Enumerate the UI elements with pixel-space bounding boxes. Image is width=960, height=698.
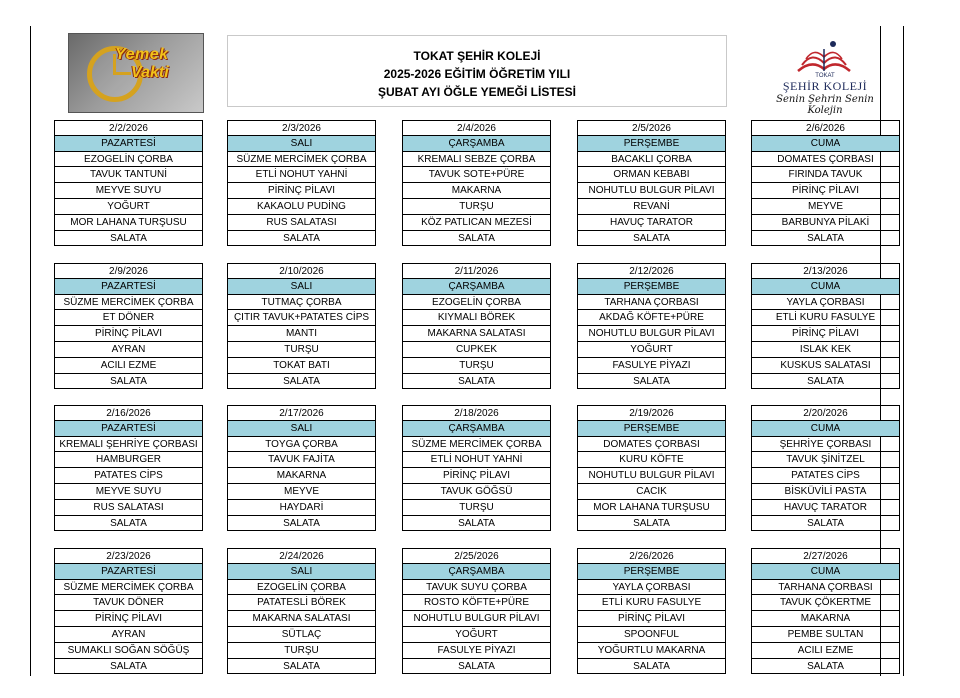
day-column bbox=[751, 263, 900, 389]
menu-item-cell: MEYVE bbox=[228, 484, 375, 500]
menu-item-cell: SPOONFUL bbox=[578, 627, 725, 643]
menu-item-cell: ORMAN KEBABI bbox=[578, 167, 725, 183]
menu-item-cell: MOR LAHANA TURŞUSU bbox=[578, 500, 725, 516]
menu-item-cell: SALATA bbox=[55, 374, 202, 390]
day-column bbox=[402, 263, 551, 389]
menu-item-cell: PİRİNÇ PİLAVI bbox=[752, 326, 899, 342]
date-cell: 2/27/2026 bbox=[752, 548, 899, 564]
menu-item-cell: CUPKEK bbox=[403, 342, 550, 358]
menu-item-cell: TOYGA ÇORBA bbox=[228, 437, 375, 453]
menu-item-cell: HAMBURGER bbox=[55, 452, 202, 468]
day-column bbox=[54, 263, 203, 389]
menu-item-cell: TOKAT BATI bbox=[228, 358, 375, 374]
menu-item-cell: MEYVE bbox=[752, 199, 899, 215]
clock-hand-icon bbox=[113, 72, 131, 75]
academic-year: 2025-2026 EĞİTİM ÖĞRETİM YILI bbox=[383, 67, 571, 81]
menu-item-cell: ACILI EZME bbox=[55, 358, 202, 374]
date-cell: 2/25/2026 bbox=[403, 548, 550, 564]
menu-item-cell: SALATA bbox=[228, 659, 375, 675]
day-column bbox=[54, 405, 203, 531]
menu-item-cell: KAKAOLU PUDİNG bbox=[228, 199, 375, 215]
logo-city: TOKAT bbox=[815, 73, 835, 79]
menu-item-cell: HAYDARİ bbox=[228, 500, 375, 516]
menu-item-cell: TURŞU bbox=[403, 199, 550, 215]
menu-item-cell: FASULYE PİYAZI bbox=[403, 643, 550, 659]
menu-item-cell: SÜZME MERCİMEK ÇORBA bbox=[403, 437, 550, 453]
menu-item-cell: MANTI bbox=[228, 326, 375, 342]
day-name-cell: PAZARTESİ bbox=[55, 421, 202, 437]
menu-item-cell: PATATES CİPS bbox=[752, 468, 899, 484]
logo-motto: Senin Şehrin Senin Kolejin bbox=[776, 94, 874, 116]
day-name-cell: CUMA bbox=[752, 564, 899, 580]
day-name-cell: CUMA bbox=[752, 136, 899, 152]
menu-item-cell: KÖZ PATLICAN MEZESİ bbox=[403, 215, 550, 231]
menu-item-cell: TARHANA ÇORBASI bbox=[752, 580, 899, 596]
menu-item-cell: SALATA bbox=[578, 231, 725, 247]
menu-item-cell: ISLAK KEK bbox=[752, 342, 899, 358]
menu-item-cell: EZOGELİN ÇORBA bbox=[55, 152, 202, 168]
date-cell: 2/17/2026 bbox=[228, 405, 375, 421]
menu-item-cell: PİRİNÇ PİLAVI bbox=[752, 183, 899, 199]
menu-item-cell: YOĞURT bbox=[55, 199, 202, 215]
menu-item-cell: MEYVE SUYU bbox=[55, 484, 202, 500]
menu-item-cell: PİRİNÇ PİLAVI bbox=[403, 468, 550, 484]
menu-item-cell: DOMATES ÇORBASI bbox=[578, 437, 725, 453]
menu-item-cell: BARBUNYA PİLAKİ bbox=[752, 215, 899, 231]
menu-item-cell: TARHANA ÇORBASI bbox=[578, 295, 725, 311]
menu-item-cell: SALATA bbox=[403, 374, 550, 390]
menu-item-cell: FASULYE PİYAZI bbox=[578, 358, 725, 374]
menu-item-cell: MAKARNA bbox=[228, 468, 375, 484]
menu-item-cell: ROSTO KÖFTE+PÜRE bbox=[403, 595, 550, 611]
day-name-cell: PERŞEMBE bbox=[578, 564, 725, 580]
menu-item-cell: ŞEHRİYE ÇORBASI bbox=[752, 437, 899, 453]
date-cell: 2/23/2026 bbox=[55, 548, 202, 564]
menu-item-cell: TURŞU bbox=[228, 342, 375, 358]
date-cell: 2/6/2026 bbox=[752, 120, 899, 136]
menu-item-cell: MAKARNA SALATASI bbox=[228, 611, 375, 627]
menu-item-cell: ET DÖNER bbox=[55, 310, 202, 326]
menu-item-cell: BACAKLI ÇORBA bbox=[578, 152, 725, 168]
day-name-cell: ÇARŞAMBA bbox=[403, 421, 550, 437]
date-cell: 2/13/2026 bbox=[752, 263, 899, 279]
menu-item-cell: ETLİ NOHUT YAHNİ bbox=[228, 167, 375, 183]
menu-item-cell: TURŞU bbox=[228, 643, 375, 659]
menu-item-cell: KURU KÖFTE bbox=[578, 452, 725, 468]
day-column bbox=[751, 405, 900, 531]
menu-item-cell: PİRİNÇ PİLAVI bbox=[55, 611, 202, 627]
day-column bbox=[227, 120, 376, 246]
day-name-cell: PERŞEMBE bbox=[578, 421, 725, 437]
menu-item-cell: SÜTLAÇ bbox=[228, 627, 375, 643]
menu-item-cell: EZOGELİN ÇORBA bbox=[228, 580, 375, 596]
menu-item-cell: KUSKUS SALATASI bbox=[752, 358, 899, 374]
day-name-cell: SALI bbox=[228, 421, 375, 437]
day-column bbox=[402, 548, 551, 674]
date-cell: 2/20/2026 bbox=[752, 405, 899, 421]
menu-item-cell: SALATA bbox=[55, 516, 202, 532]
day-column bbox=[402, 120, 551, 246]
menu-item-cell: SALATA bbox=[403, 231, 550, 247]
day-column bbox=[227, 263, 376, 389]
menu-item-cell: YAYLA ÇORBASI bbox=[752, 295, 899, 311]
menu-item-cell: TAVUK ÇÖKERTME bbox=[752, 595, 899, 611]
menu-item-cell: AYRAN bbox=[55, 342, 202, 358]
date-cell: 2/9/2026 bbox=[55, 263, 202, 279]
menu-item-cell: YAYLA ÇORBASI bbox=[578, 580, 725, 596]
day-name-cell: SALI bbox=[228, 564, 375, 580]
day-column bbox=[577, 120, 726, 246]
date-cell: 2/19/2026 bbox=[578, 405, 725, 421]
menu-item-cell: PATATES CİPS bbox=[55, 468, 202, 484]
menu-item-cell: SÜZME MERCİMEK ÇORBA bbox=[55, 580, 202, 596]
menu-item-cell: SALATA bbox=[403, 659, 550, 675]
menu-item-cell: CACIK bbox=[578, 484, 725, 500]
menu-item-cell: NOHUTLU BULGUR PİLAVI bbox=[578, 183, 725, 199]
menu-item-cell: MOR LAHANA TURŞUSU bbox=[55, 215, 202, 231]
day-name-cell: CUMA bbox=[752, 421, 899, 437]
day-name-cell: SALI bbox=[228, 136, 375, 152]
day-name-cell: ÇARŞAMBA bbox=[403, 279, 550, 295]
day-name-cell: PERŞEMBE bbox=[578, 279, 725, 295]
menu-item-cell: SALATA bbox=[228, 516, 375, 532]
date-cell: 2/24/2026 bbox=[228, 548, 375, 564]
menu-item-cell: TAVUK DÖNER bbox=[55, 595, 202, 611]
school-logo bbox=[770, 33, 880, 116]
menu-item-cell: MEYVE SUYU bbox=[55, 183, 202, 199]
menu-item-cell: SALATA bbox=[228, 231, 375, 247]
day-column bbox=[54, 120, 203, 246]
menu-item-cell: PİRİNÇ PİLAVI bbox=[578, 611, 725, 627]
day-column bbox=[577, 263, 726, 389]
menu-item-cell: PİRİNÇ PİLAVI bbox=[55, 326, 202, 342]
day-name-cell: PAZARTESİ bbox=[55, 564, 202, 580]
menu-item-cell: ETLİ KURU FASULYE bbox=[752, 310, 899, 326]
menu-item-cell: SALATA bbox=[55, 231, 202, 247]
menu-item-cell: YOĞURT bbox=[403, 627, 550, 643]
day-name-cell: PAZARTESİ bbox=[55, 279, 202, 295]
menu-item-cell: SALATA bbox=[752, 659, 899, 675]
menu-item-cell: MAKARNA SALATASI bbox=[403, 326, 550, 342]
menu-item-cell: ETLİ KURU FASULYE bbox=[578, 595, 725, 611]
menu-item-cell: SÜZME MERCİMEK ÇORBA bbox=[55, 295, 202, 311]
date-cell: 2/3/2026 bbox=[228, 120, 375, 136]
date-cell: 2/2/2026 bbox=[55, 120, 202, 136]
menu-item-cell: TAVUK SOTE+PÜRE bbox=[403, 167, 550, 183]
menu-title: ŞUBAT AYI ÖĞLE YEMEĞİ LİSTESİ bbox=[377, 85, 577, 99]
menu-item-cell: SALATA bbox=[752, 516, 899, 532]
date-cell: 2/4/2026 bbox=[403, 120, 550, 136]
menu-item-cell: DOMATES ÇORBASI bbox=[752, 152, 899, 168]
day-column bbox=[751, 548, 900, 674]
menu-item-cell: RUS SALATASI bbox=[228, 215, 375, 231]
menu-item-cell: SALATA bbox=[752, 374, 899, 390]
menu-item-cell: FIRINDA TAVUK bbox=[752, 167, 899, 183]
school-name: TOKAT ŞEHİR KOLEJİ bbox=[413, 49, 541, 63]
title-box bbox=[227, 35, 727, 107]
menu-item-cell: TAVUK SUYU ÇORBA bbox=[403, 580, 550, 596]
menu-item-cell: HAVUÇ TARATOR bbox=[578, 215, 725, 231]
open-book-icon bbox=[792, 37, 856, 77]
menu-item-cell: ACILI EZME bbox=[752, 643, 899, 659]
menu-item-cell: TUTMAÇ ÇORBA bbox=[228, 295, 375, 311]
logo-word-2: Vakti bbox=[131, 64, 169, 81]
day-name-cell: PERŞEMBE bbox=[578, 136, 725, 152]
menu-item-cell: SÜZME MERCİMEK ÇORBA bbox=[228, 152, 375, 168]
menu-item-cell: SUMAKLI SOĞAN SÖĞÜŞ bbox=[55, 643, 202, 659]
menu-item-cell: MAKARNA bbox=[403, 183, 550, 199]
menu-item-cell: SALATA bbox=[55, 659, 202, 675]
date-cell: 2/11/2026 bbox=[403, 263, 550, 279]
menu-item-cell: MAKARNA bbox=[752, 611, 899, 627]
menu-item-cell: TAVUK GÖĞSÜ bbox=[403, 484, 550, 500]
menu-item-cell: ÇITIR TAVUK+PATATES CİPS bbox=[228, 310, 375, 326]
date-cell: 2/26/2026 bbox=[578, 548, 725, 564]
menu-item-cell: TURŞU bbox=[403, 500, 550, 516]
menu-item-cell: PİRİNÇ PİLAVI bbox=[228, 183, 375, 199]
menu-item-cell: PEMBE SULTAN bbox=[752, 627, 899, 643]
logo-school-name: ŞEHİR KOLEJİ bbox=[782, 79, 868, 93]
yemek-vakti-logo bbox=[68, 33, 204, 113]
day-column bbox=[577, 405, 726, 531]
day-column bbox=[227, 548, 376, 674]
menu-item-cell: PATATESLİ BÖREK bbox=[228, 595, 375, 611]
menu-item-cell: SALATA bbox=[578, 659, 725, 675]
menu-item-cell: TURŞU bbox=[403, 358, 550, 374]
day-name-cell: SALI bbox=[228, 279, 375, 295]
menu-item-cell: RUS SALATASI bbox=[55, 500, 202, 516]
menu-item-cell: SALATA bbox=[578, 516, 725, 532]
menu-item-cell: NOHUTLU BULGUR PİLAVI bbox=[403, 611, 550, 627]
menu-item-cell: TAVUK FAJİTA bbox=[228, 452, 375, 468]
menu-item-cell: AKDAĞ KÖFTE+PÜRE bbox=[578, 310, 725, 326]
date-cell: 2/10/2026 bbox=[228, 263, 375, 279]
menu-item-cell: SALATA bbox=[752, 231, 899, 247]
day-column bbox=[227, 405, 376, 531]
day-column bbox=[577, 548, 726, 674]
day-name-cell: ÇARŞAMBA bbox=[403, 136, 550, 152]
menu-item-cell: ETLİ NOHUT YAHNİ bbox=[403, 452, 550, 468]
menu-item-cell: YOĞURTLU MAKARNA bbox=[578, 643, 725, 659]
date-cell: 2/12/2026 bbox=[578, 263, 725, 279]
menu-item-cell: KIYMALI BÖREK bbox=[403, 310, 550, 326]
day-name-cell: CUMA bbox=[752, 279, 899, 295]
menu-item-cell: NOHUTLU BULGUR PİLAVI bbox=[578, 468, 725, 484]
menu-item-cell: TAVUK ŞİNİTZEL bbox=[752, 452, 899, 468]
menu-item-cell: HAVUÇ TARATOR bbox=[752, 500, 899, 516]
day-name-cell: ÇARŞAMBA bbox=[403, 564, 550, 580]
date-cell: 2/16/2026 bbox=[55, 405, 202, 421]
date-cell: 2/5/2026 bbox=[578, 120, 725, 136]
day-column bbox=[751, 120, 900, 246]
menu-item-cell: SALATA bbox=[578, 374, 725, 390]
menu-item-cell: NOHUTLU BULGUR PİLAVI bbox=[578, 326, 725, 342]
menu-item-cell: BİSKÜVİLİ PASTA bbox=[752, 484, 899, 500]
menu-item-cell: AYRAN bbox=[55, 627, 202, 643]
day-column bbox=[402, 405, 551, 531]
menu-item-cell: SALATA bbox=[403, 516, 550, 532]
menu-item-cell: KREMALI SEBZE ÇORBA bbox=[403, 152, 550, 168]
menu-item-cell: YOĞURT bbox=[578, 342, 725, 358]
day-column bbox=[54, 548, 203, 674]
menu-item-cell: TAVUK TANTUNİ bbox=[55, 167, 202, 183]
menu-item-cell: SALATA bbox=[228, 374, 375, 390]
date-cell: 2/18/2026 bbox=[403, 405, 550, 421]
menu-item-cell: KREMALI ŞEHRİYE ÇORBASI bbox=[55, 437, 202, 453]
menu-item-cell: EZOGELİN ÇORBA bbox=[403, 295, 550, 311]
logo-word-1: Yemek bbox=[115, 46, 169, 63]
day-name-cell: PAZARTESİ bbox=[55, 136, 202, 152]
menu-item-cell: REVANİ bbox=[578, 199, 725, 215]
